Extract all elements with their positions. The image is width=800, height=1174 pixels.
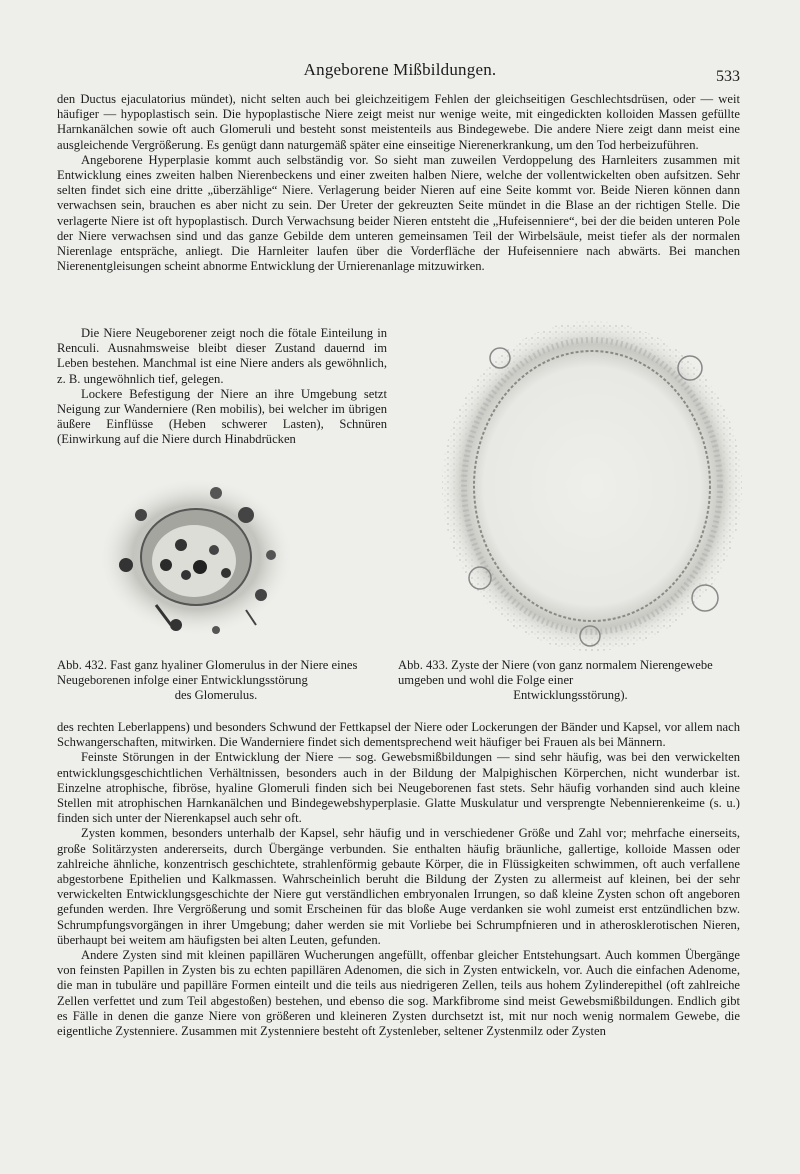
paragraph: Die Niere Neugeborener zeigt noch die fötale Einteilung in Renculi. Ausnahmsweise bleibt dieser Zustand dauernd im Leben bestehen. Manchmal ist eine Niere anders als gewöhnlich, z. B. ungewöhnlich tief, gelegen. <box>57 326 387 386</box>
paragraph: Zysten kommen, besonders unterhalb der Kapsel, sehr häufig und in verschiedener Größe und Zahl vor; mehrfache einerseits, große Solitärzysten andererseits, durch Übergänge verbunden. Sie enthalten häufig bräunliche, gallertige, kolloide Massen oder zahlreiche ähnliche, konzentrisch geschichtete, strahlenförmig gebaute Körper, die in Flüssigkeiten schwimmen, oft auch verfallene abgestorbene Epithelien und Kalkmassen. Wahrscheinlich beruht die Bildung der Zysten zu allermeist auf kleinen, bei der sehr verwickelten Entwicklungsgeschichte der Niere gut verständlichen embryonalen Irrungen, so daß kleine Zysten schon oft angeboren gefunden werden. Ihre Vergrößerung und somit Erscheinen für das bloße Auge verdanken sie wohl zumeist erst entzündlichen bzw. Schrumpfungsvorgängen in ihrer Umgebung; daher werden sie mit Vorliebe bei Schrumpfnieren und in atherosklerotischen Nieren, überhaupt bei weitem am häufigsten bei alten Leuten, gefunden. <box>57 826 740 947</box>
paragraph: Angeborene Hyperplasie kommt auch selbständig vor. So sieht man zuweilen Verdoppelung des Harnleiters zusammen mit Entwicklung eines zweiten halben Nierenbeckens und einer zweiten halben Niere, welche der vollentwickelten oben aufsitzen. Sehr selten findet sich eine dritte „überzählige“ Niere. Verlagerung beider Nieren auf eine Seite kommt vor. Beide Nieren können dann verwachsen sein, brauchen es aber nicht zu sein. Der Ureter der gekreuzten Seite mündet in die Blase an der richtigen Stelle. Die verlagerte Niere ist oft hypoplastisch. Durch Verwachsung beider Nieren entsteht die „Hufeisenniere“, bei der die beiden unteren Pole der Niere verwachsen sind und das ganze Gebilde dem unteren gemeinsamen Teil der Wirbelsäule, meist tiefer als der normalen Nierenlage entspräche, anliegt. Die Harnleiter laufen über die Vorderfläche der Hufeisenniere nach abwärts. Bei manchen Nierenentgleisungen scheint abnorme Entwicklung der Urnierenanlage mitzuwirken. <box>57 152 740 274</box>
caption-text-end: Entwicklungsstörung). <box>513 688 628 703</box>
figure-433-micrograph <box>440 318 745 653</box>
caption-text: Abb. 432. Fast ganz hyaliner Glomerulus in der Niere eines Neugeborenen infolge einer Entwicklungsstörung <box>57 658 358 688</box>
paragraph: Andere Zysten sind mit kleinen papillären Wucherungen angefüllt, offenbar gleicher Entstehungsart. Auch kommen Übergänge von feinsten Papillen in Zysten bis zu echten papillären Adenomen, die sich in Zysten entwickeln, vor. Auch die einfachen Adenome, die man in tubuläre und papilläre Formen einteilt und die teils aus niedrigeren Zellen, teils aus hohem Zylinderepithel (oft zahlreiche Zellen verfettet und zum Teil abgestoßen) bestehen, und ebenso die sog. Markfibrome sind meist Gewebsmißbildungen. Endlich gibt es Fälle in denen die ganze Niere von größeren und kleineren Zysten durchsetzt ist, mit nur noch wenig normalem Gewebe, die eigentliche Zystenniere. Zusammen mit Zystenniere besteht oft Zystenleber, seltener Zystenmilz oder Zysten <box>57 948 740 1039</box>
caption-text-end: des Glomerulus. <box>174 688 258 703</box>
figure-432-caption <box>57 658 375 704</box>
page-number: 533 <box>716 68 740 85</box>
kidney-cyst-image <box>440 318 745 653</box>
paragraph: Lockere Befestigung der Niere an ihre Umgebung setzt Neigung zur Wanderniere (Ren mobilis), bei welcher im übrigen äußere Einflüsse (Heben schwerer Lasten), Schnüren (Einwirkung auf die Niere durch Hinabdrücken <box>57 386 387 447</box>
bottom-text-block <box>57 720 740 1039</box>
figure-432-micrograph <box>96 475 306 645</box>
paragraph: des rechten Leberlappens) und besonders Schwund der Fettkapsel der Niere oder Lockerungen der Bänder und Kapsel, vor allem nach Schwangerschaften, mitwirken. Die Wanderniere findet sich dementsprechend weit häufiger bei Frauen als bei Männern. <box>57 720 740 750</box>
top-text-block <box>57 92 740 274</box>
figure-433-caption <box>398 658 743 704</box>
hyaline-glomerulus-image <box>96 475 306 645</box>
caption-text: Abb. 433. Zyste der Niere (von ganz normalem Nierengewebe umgeben und wohl die Folge einer <box>398 658 713 688</box>
paragraph: den Ductus ejaculatorius mündet), nicht selten auch bei gleichzeitigem Fehlen der gleichseitigen Geschlechtsdrüsen, oder — weit häufiger — hypoplastisch sein. Die hypoplastische Niere zeigt meist nur wenige weite, mit eingedickten kolloiden Massen gefüllte Harnkanälchen sowie oft auch Glomeruli und besteht sonst meistenteils aus Bindegewebe. Die andere Niere zeigt dann meist eine ausgleichende Vergrößerung. Es genügt dann naturgemäß später eine einseitige Nierenerkrankung, um den Tod herbeizuführen. <box>57 92 740 152</box>
side-text-block <box>57 326 387 448</box>
running-header-title: Angeborene Mißbildungen. <box>303 60 497 79</box>
paragraph: Feinste Störungen in der Entwicklung der Niere — sog. Gewebsmißbildungen — sind sehr häufig, was bei den verwickelten entwicklungsgeschichtlichen Verhältnissen, besonders auch in der Bildung der Malpighischen Körperchen, nicht wunderbar ist. Einzelne atrophische, fibröse, hyaline Glomeruli finden sich bei Neugeborenen fast stets. Sehr häufig vorhanden sind auch kleine Stellen mit atrophischen Harnkanälchen und Bindegewebshyperplasie. Glatte Muskulatur und versprengte Nebennierenkeime (s. u.) finden sich unter der Nierenkapsel auch sehr oft. <box>57 750 740 826</box>
